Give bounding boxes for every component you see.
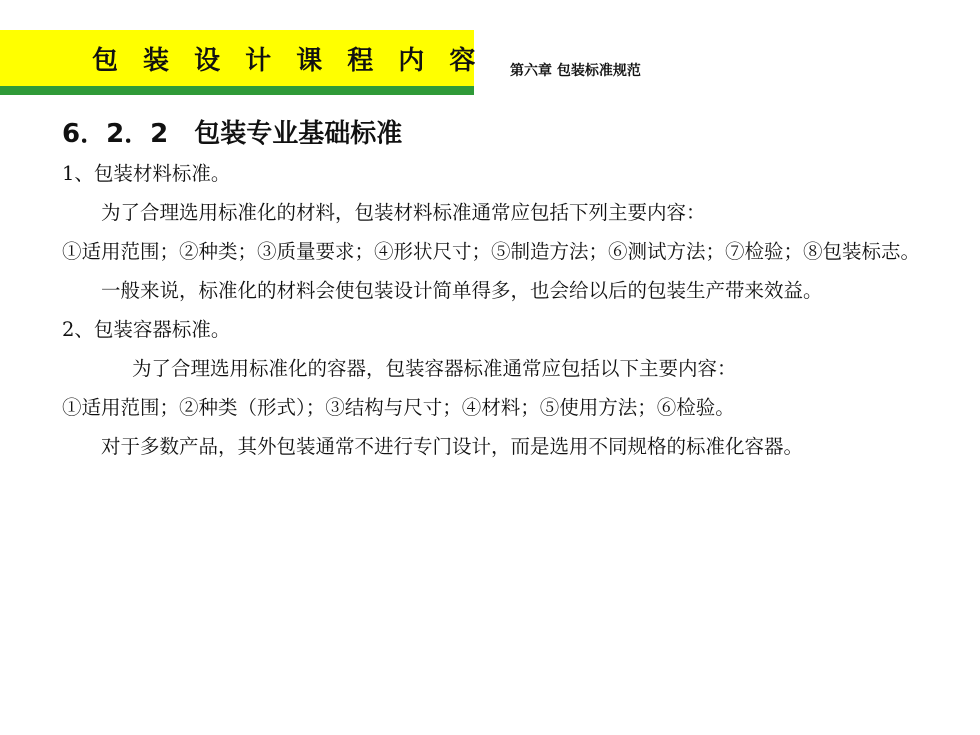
item2-intro: 为了合理选用标准化的容器，包装容器标准通常应包括以下主要内容： — [132, 357, 737, 380]
item1-note: 一般来说，标准化的材料会使包装设计简单得多，也会给以后的包装生产带来效益。 — [101, 279, 823, 302]
item1-intro: 为了合理选用标准化的材料，包装材料标准通常应包括下列主要内容： — [101, 201, 706, 224]
chapter-label: 第六章 包装标准规范 — [510, 63, 641, 79]
title-underline-bar — [0, 86, 474, 95]
item2-title: 2、包装容器标准。 — [62, 318, 231, 341]
item2-list: ①适用范围；②种类（形式）；③结构与尺寸；④材料；⑤使用方法；⑥检验。 — [62, 396, 735, 419]
item1-title: 1、包装材料标准。 — [62, 162, 231, 185]
section-heading: 6．2．2 包装专业基础标准 — [62, 119, 403, 149]
item1-list: ①适用范围；②种类；③质量要求；④形状尺寸；⑤制造方法；⑥测试方法；⑦检验；⑧包装标志。 — [62, 240, 921, 263]
item2-note: 对于多数产品，其外包装通常不进行专门设计，而是选用不同规格的标准化容器。 — [101, 435, 804, 458]
content-body — [62, 160, 950, 472]
course-title: 包 装 设 计 课 程 内 容 — [92, 46, 484, 76]
